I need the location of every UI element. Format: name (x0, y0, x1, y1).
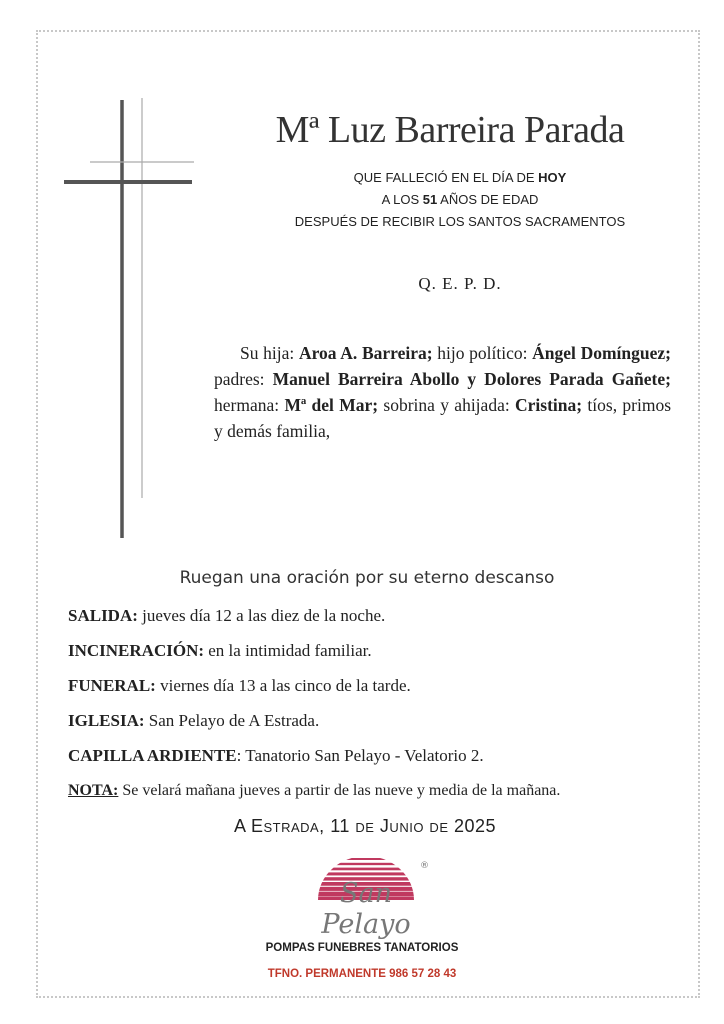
detail-text: jueves día 12 a las diez de la noche. (137, 606, 386, 625)
family-name: Ángel Domínguez; (532, 343, 671, 363)
prayer-line: Ruegan una oración por su eterno descanso (179, 568, 555, 588)
family-text: padres: (214, 369, 273, 389)
detail-text: : Tanatorio San Pelayo - Velatorio 2. (236, 746, 484, 765)
age-value: 51 (422, 192, 438, 207)
detail-text: Se velará mañana jueves a partir de las nueve y media de la mañana. (118, 782, 561, 799)
family-name: Manuel Barreira Abollo y Dolores Parada Gañete; (272, 369, 671, 389)
qepd: Q. E. P. D. (418, 274, 502, 293)
family-text: tíos, primos y demás familia, (214, 395, 672, 441)
detail-label: IGLESIA: (68, 711, 145, 730)
family-name: Aroa A. Barreira; (298, 343, 433, 363)
deceased-name: Mª Luz Barreira Parada (275, 109, 625, 151)
family-text: hijo político: (432, 343, 533, 363)
detail-nota (68, 778, 708, 813)
detail-label: CAPILLA ARDIENTE (68, 746, 237, 765)
logo-stripe (296, 858, 436, 860)
place-date: A Estrada, 11 de Junio de 2025 (233, 816, 497, 836)
family-text: Su hija: (240, 343, 299, 363)
detail-funeral (68, 673, 708, 708)
logo-stripe (296, 872, 436, 875)
family-name: Mª del Mar; (284, 395, 379, 415)
family-text: hermana: (214, 395, 285, 415)
death-line (260, 170, 660, 185)
sacraments-line: DESPUÉS DE RECIBIR LOS SANTOS SACRAMENTOS (294, 214, 626, 229)
detail-label: NOTA: (68, 782, 119, 799)
logo-text: San Pelayo (321, 878, 411, 940)
detail-incineracion (68, 638, 708, 673)
logo-registered-mark: ® (420, 861, 429, 871)
company-tagline: POMPAS FUNEBRES TANATORIOS (265, 942, 459, 954)
logo-stripe (296, 863, 436, 865)
death-line-text: QUE FALLECIÓ EN EL DÍA DE (353, 170, 539, 185)
age-line (260, 192, 660, 207)
detail-text: viernes día 13 a las cinco de la tarde. (155, 676, 411, 695)
detail-label: SALIDA: (68, 606, 138, 625)
death-day: HOY (538, 170, 567, 185)
detail-label: INCINERACIÓN: (68, 641, 205, 660)
family-name: Cristina; (515, 395, 583, 415)
logo-stripe (296, 868, 436, 871)
cross-icon (60, 98, 200, 538)
family-text: sobrina y ahijada: (378, 395, 516, 415)
detail-text: en la intimidad familiar. (204, 641, 372, 660)
detail-capilla (68, 743, 708, 778)
phone-number: TFNO. PERMANENTE 986 57 28 43 (267, 968, 457, 980)
detail-label: FUNERAL: (68, 676, 156, 695)
family-paragraph (214, 340, 671, 444)
detail-iglesia (68, 708, 708, 743)
age-prefix: A LOS (381, 192, 423, 207)
age-suffix: AÑOS DE EDAD (437, 192, 539, 207)
detail-text: San Pelayo de A Estrada. (144, 711, 320, 730)
service-details (68, 603, 708, 813)
detail-salida (68, 603, 708, 638)
